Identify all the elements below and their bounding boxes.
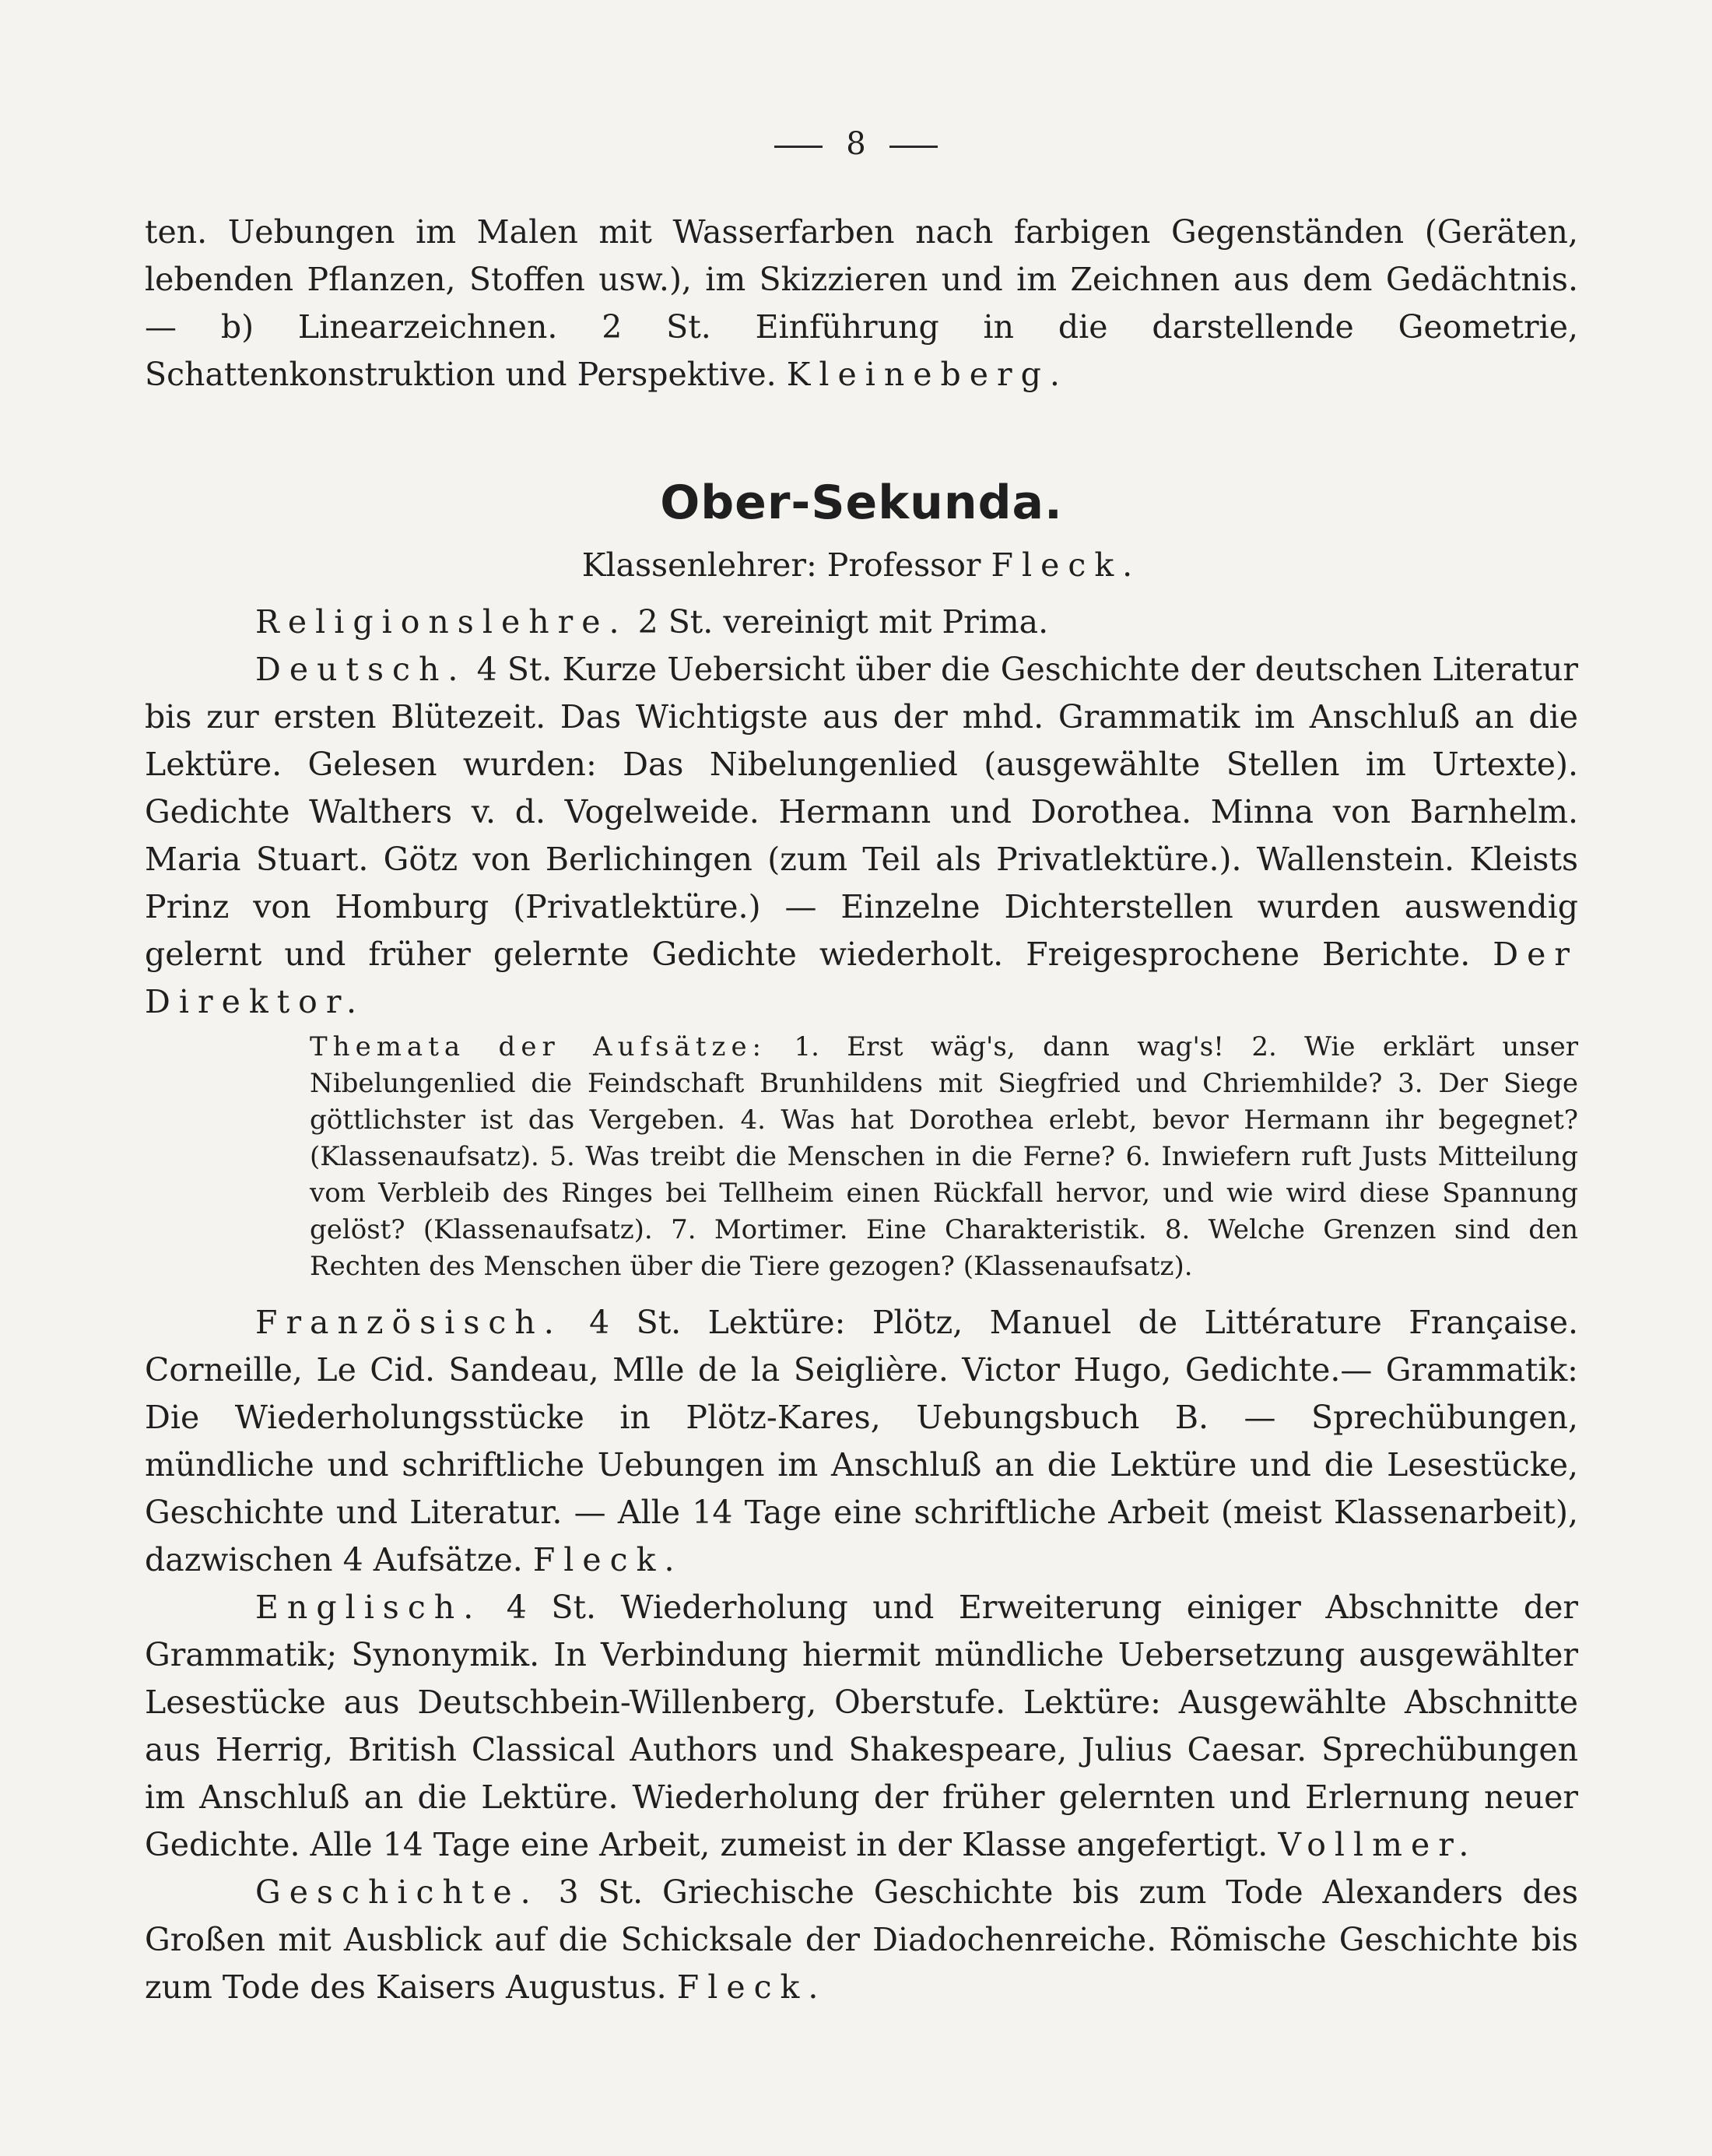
dash-left: [774, 146, 823, 148]
essay-themes: Themata der Aufsätze: 1. Erst wäg's, dann wag's! 2. Wie erklärt unser Nibelungenlied die Feindschaft Brunhildens mit Siegfried und Chriemhilde? 3. Der Siege göttlichster ist das Vergeben. 4. Was hat Dorothea erlebt, bevor Hermann ihr begegnet? (Klassenaufsatz). 5. Was treibt die Menschen in die Ferne? 6. Inwiefern ruft Justs Mitteilung vom Verbleib des Ringes bei Tellheim einen Rückfall hervor, und wie wird diese Spannung gelöst? (Klassenaufsatz). 7. Mortimer. Eine Charakteristik. 8. Welche Grenzen sind den Rechten des Menschen über die Tiere gezogen? (Klassenaufsatz).: [310, 1031, 1579, 1282]
page-number: 8: [0, 126, 1712, 162]
intro-teacher: Kleineberg.: [786, 356, 1068, 393]
intro-paragraph: ten. Uebungen im Malen mit Wasserfarben nach farbigen Gegenständen (Geräten, lebenden Pflanzen, Stoffen usw.), im Skizzieren und im Zeichnen aus dem Gedächtnis. — b) Linearzeichnen. 2 St. Einführung in die darstellende Geometrie, Schattenkonstruktion und Perspektive. Kleineberg.: [145, 213, 1578, 393]
section-title: Ober-Sekunda.: [660, 476, 1063, 530]
subject-geschichte: Geschichte. 3 St. Griechische Geschichte bis zum Tode Alexanders des Großen mit Ausblick auf die Schicksale der Diadochenreiche. Römische Geschichte bis zum Tode des Kaisers Augustus. Fleck.: [145, 1873, 1578, 2006]
dash-right: [889, 146, 938, 148]
subject-religion: Religionslehre. 2 St. vereinigt mit Prima.: [255, 603, 1049, 641]
subject-deutsch: Deutsch. 4 St. Kurze Uebersicht über die Geschichte der deutschen Literatur bis zur ersten Blütezeit. Das Wichtigste aus der mhd. Grammatik im Anschluß an die Lektüre. Gelesen wurden: Das Nibelungenlied (ausgewählte Stellen im Urtexte). Gedichte Walthers v. d. Vogelweide. Hermann und Dorothea. Minna von Barnhelm. Maria Stuart. Götz von Berlichingen (zum Teil als Privatlektüre.). Wallenstein. Kleists Prinz von Homburg (Privatlektüre.) — Einzelne Dichterstellen wurden auswendig gelernt und früher gelernte Gedichte wiederholt. Freigesprochene Berichte. Der Direktor.: [145, 651, 1578, 1020]
subject-englisch: Englisch. 4 St. Wiederholung und Erweiterung einiger Abschnitte der Grammatik; Synonymik. In Verbindung hiermit mündliche Uebersetzung ausgewählter Lesestücke aus Deutschbein-Willenberg, Oberstufe. Lektüre: Ausgewählte Abschnitte aus Herrig, British Classical Authors und Shakespeare, Julius Caesar. Sprechübungen im Anschluß an die Lektüre. Wiederholung der früher gelernten und Erlernung neuer Gedichte. Alle 14 Tage eine Arbeit, zumeist in der Klasse angefertigt. Vollmer.: [145, 1589, 1578, 1863]
class-teacher: Klassenlehrer: Professor Fleck.: [581, 546, 1142, 584]
subject-franzoesisch: Französisch. 4 St. Lektüre: Plötz, Manuel de Littérature Française. Corneille, Le Cid. Sandeau, Mlle de la Seiglière. Victor Hugo, Gedichte.— Grammatik: Die Wiederholungsstücke in Plötz-Kares, Uebungsbuch B. — Sprechübungen, mündliche und schriftliche Uebungen im Anschluß an die Lektüre und die Lesestücke, Geschichte und Literatur. — Alle 14 Tage eine schriftliche Arbeit (meist Klassenarbeit), dazwischen 4 Aufsätze. Fleck.: [145, 1304, 1578, 1578]
page-body: [145, 209, 1578, 2011]
